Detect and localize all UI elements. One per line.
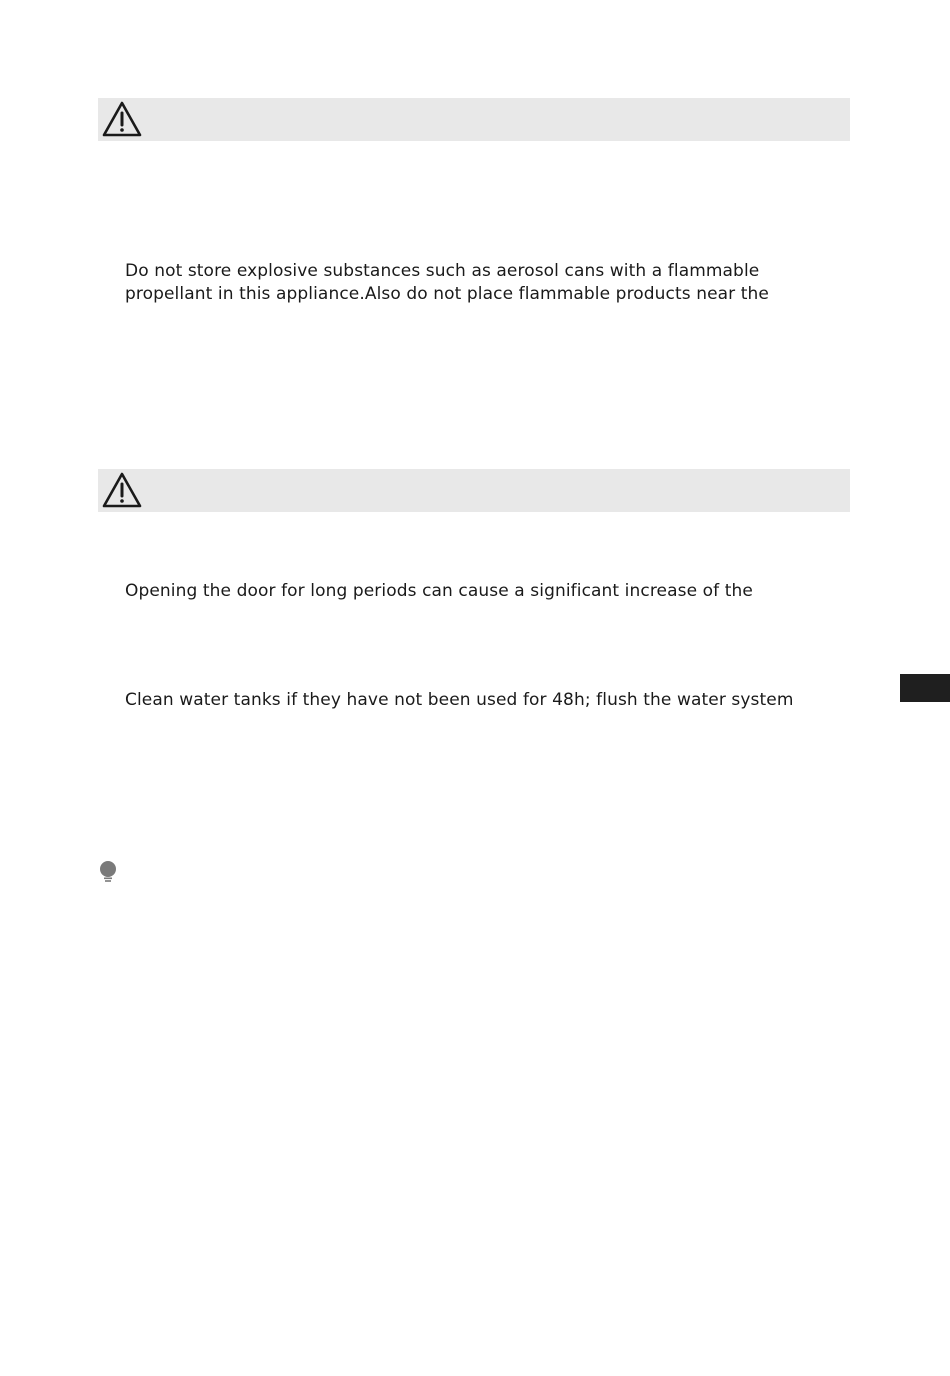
warning-bar-1 xyxy=(98,98,850,141)
paragraph-line: propellant in this appliance.Also do not place flammable products near the xyxy=(125,283,769,304)
paragraph-water-tanks xyxy=(125,689,845,712)
paragraph-door-opening xyxy=(125,580,845,603)
warning-triangle-icon xyxy=(101,100,143,139)
paragraph-line: Clean water tanks if they have not been used for 48h; flush the water system xyxy=(125,690,794,710)
warning-triangle-icon xyxy=(101,471,143,510)
light-bulb-icon xyxy=(98,860,118,884)
paragraph-flammable-warning xyxy=(125,260,845,305)
side-section-tab xyxy=(900,674,950,702)
paragraph-line: Do not store explosive substances such as aerosol cans with a flammable xyxy=(125,261,760,281)
paragraph-line: Opening the door for long periods can cause a significant increase of the xyxy=(125,581,753,601)
warning-bar-2 xyxy=(98,469,850,512)
